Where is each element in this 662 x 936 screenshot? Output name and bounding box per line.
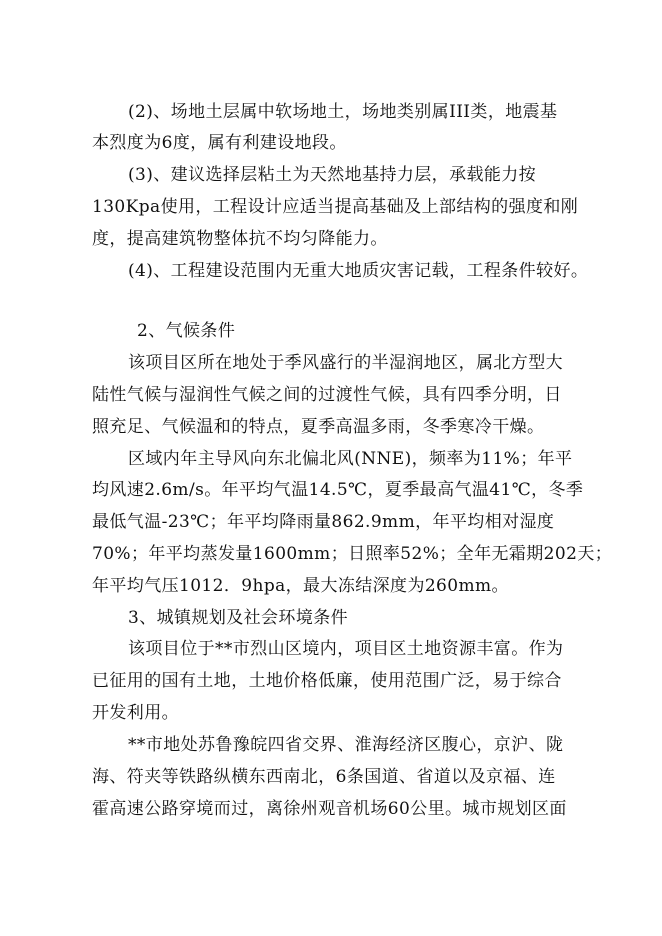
text-line: 本烈度为6度，属有利建设地段。 <box>92 133 347 153</box>
text-line: 照充足、气候温和的特点，夏季高温多雨，冬季寒冷干燥。 <box>92 417 545 437</box>
text-line: (2)、场地土层属中软场地土，场地类别属III类，地震基 <box>128 102 558 122</box>
text-line: 均风速2.6m/s。年平均气温14.5℃，夏季最高气温41℃，冬季 <box>92 480 584 500</box>
text-line: 海、符夹等铁路纵横东西南北，6条国道、省道以及京福、连 <box>92 767 556 787</box>
text-line: 该项目区所在地处于季风盛行的半湿润地区，属北方型大 <box>128 353 563 373</box>
text-line: 区域内年主导风向东北偏北风(NNE)，频率为11%；年平 <box>128 449 573 469</box>
text-line: 最低气温-23℃；年平均降雨量862.9mm，年平均相对湿度 <box>92 512 555 532</box>
section-heading: 2、气候条件 <box>137 321 236 341</box>
section-heading: 3、城镇规划及社会环境条件 <box>128 608 349 628</box>
text-line: (4)、工程建设范围内无重大地质灾害记载，工程条件较好。 <box>128 261 589 281</box>
text-line: **市地处苏鲁豫皖四省交界、淮海经济区腹心，京沪、陇 <box>128 735 564 755</box>
text-line: 陆性气候与湿润性气候之间的过渡性气候，具有四季分明，日 <box>92 385 562 405</box>
text-line: 70%；年平均蒸发量1600mm；日照率52%；全年无霜期202天； <box>92 544 613 564</box>
text-line: 霍高速公路穿境而过，离徐州观音机场60公里。城市规划区面 <box>92 799 567 819</box>
text-line: 年平均气压1012．9hpa，最大冻结深度为260mm。 <box>92 576 509 596</box>
text-line: 开发利用。 <box>92 703 179 723</box>
text-line: 度，提高建筑物整体抗不均匀降能力。 <box>92 229 388 249</box>
text-line: (3)、建议选择层粘土为天然地基持力层，承载能力按 <box>128 165 537 185</box>
text-line: 已征用的国有土地，土地价格低廉，使用范围广泛，易于综合 <box>92 671 562 691</box>
text-line: 该项目位于**市烈山区境内，项目区土地资源丰富。作为 <box>128 639 564 659</box>
text-line: 130Kpa使用，工程设计应适当提高基础及上部结构的强度和刚 <box>92 197 579 217</box>
